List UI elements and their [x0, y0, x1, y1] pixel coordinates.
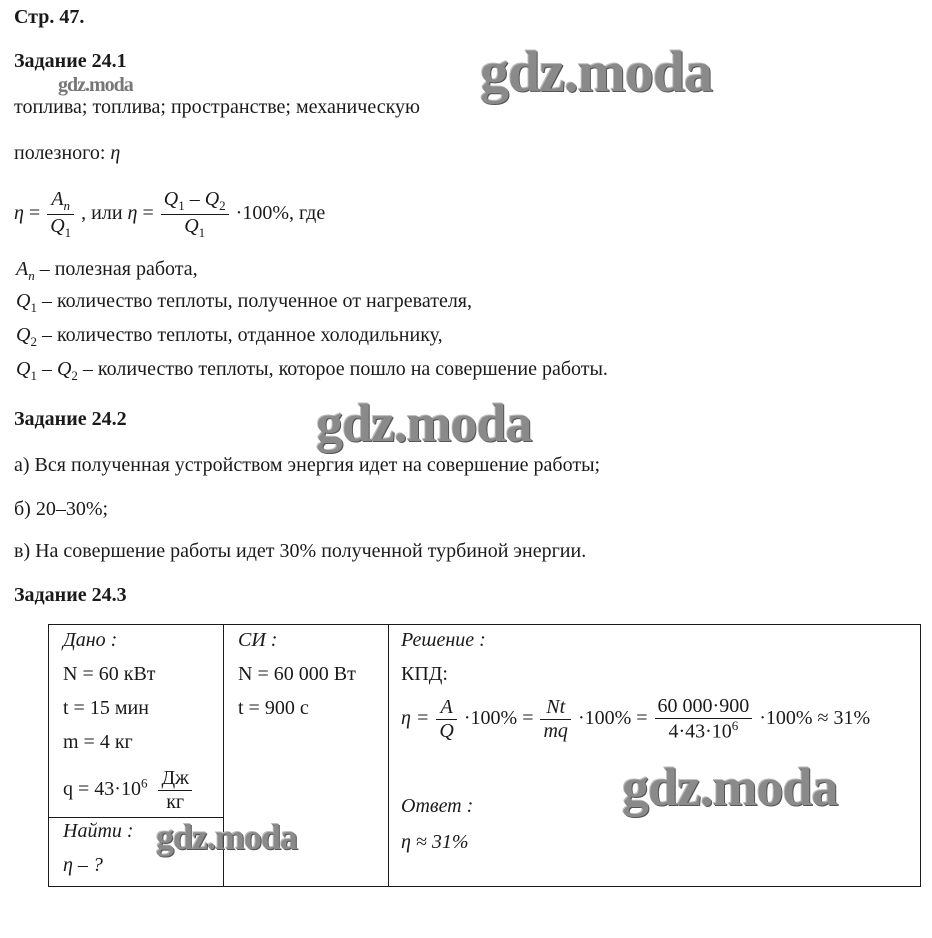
- si-t: t = 900 с: [238, 697, 309, 719]
- si-label: СИ :: [238, 629, 278, 651]
- q-unit-fraction: $\frac{Дж}{кг}$: [158, 767, 191, 814]
- solution-label: Решение :: [401, 629, 486, 651]
- efficiency-formula: η = $\frac{A_п}{Q_1}$ , или η = $\frac{Q_1 - Q_2}{Q_1}$ ·100%, где: [14, 188, 326, 240]
- given-m: m = 4 кг: [63, 731, 133, 753]
- answer-label: Ответ :: [401, 795, 474, 817]
- task-24-2-heading: Задание 24.2: [14, 408, 127, 430]
- formula-tail: ·100%, где: [235, 202, 326, 225]
- kpd-label: КПД:: [401, 663, 448, 685]
- watermark: gdz.moda: [480, 39, 713, 104]
- definition-q1: $Q_1$ – количество теплоты, полученное от нагревателя,: [16, 290, 473, 315]
- page-title: Стр. 47.: [14, 6, 85, 28]
- formula-eta: η: [14, 202, 24, 225]
- watermark: gdz.moda: [622, 757, 838, 817]
- given-cell: [49, 625, 224, 818]
- formula-eq: =: [28, 202, 41, 225]
- fraction-an-q1: $\frac{A_п}{Q_1}$: [47, 188, 74, 241]
- answer-value: η ≈ 31%: [401, 831, 469, 853]
- watermark: gdz.moda: [316, 393, 532, 453]
- useful-line: [14, 142, 120, 165]
- watermark: gdz.moda: [156, 817, 298, 857]
- task-24-1-heading: Задание 24.1: [14, 50, 127, 72]
- task-24-2-b: б) 20–30%;: [14, 498, 109, 520]
- eta-symbol: η: [110, 142, 121, 164]
- definition-q1-minus-q2: $Q_1 - Q_2$ – количество теплоты, которое пошло на совершение работы.: [16, 358, 608, 383]
- task-24-2-a: а) Вся полученная устройством энергия идет на совершение работы;: [14, 454, 601, 476]
- given-q: $q = 43\cdot 10^6$ $\frac{Дж}{кг}$: [63, 767, 194, 814]
- find-value: η – ?: [63, 854, 103, 876]
- given-t: t = 15 мин: [63, 697, 149, 719]
- task-24-3-heading: Задание 24.3: [14, 584, 127, 606]
- watermark-small: gdz.moda: [58, 74, 133, 96]
- task-24-2-c: в) На совершение работы идет 30% полученной турбиной энергии.: [14, 540, 587, 562]
- fraction-q1q2-q1: $\frac{Q_1 - Q_2}{Q_1}$: [161, 188, 229, 241]
- task-24-1-answers: топлива; топлива; пространстве; механическую: [14, 96, 420, 118]
- formula-or: , или: [81, 202, 123, 225]
- si-n: N = 60 000 Вт: [238, 663, 356, 685]
- solution-formula: η = $\frac{A}{Q}$ ·100% = $\frac{Nt}{mq}$ ·100% = $\frac{60 000\cdot 900}{4\cdot 43\cdot 10^6}$ ·100% ≈ 31%: [401, 695, 871, 743]
- find-label: Найти :: [63, 820, 134, 842]
- definition-q2: $Q_2$ – количество теплоты, отданное холодильнику,: [16, 324, 443, 349]
- given-label: Дано :: [63, 629, 118, 651]
- given-n: N = 60 кВт: [63, 663, 156, 685]
- useful-label: полезного:: [14, 142, 106, 164]
- definition-an: $A_п$ – полезная работа,: [16, 258, 198, 283]
